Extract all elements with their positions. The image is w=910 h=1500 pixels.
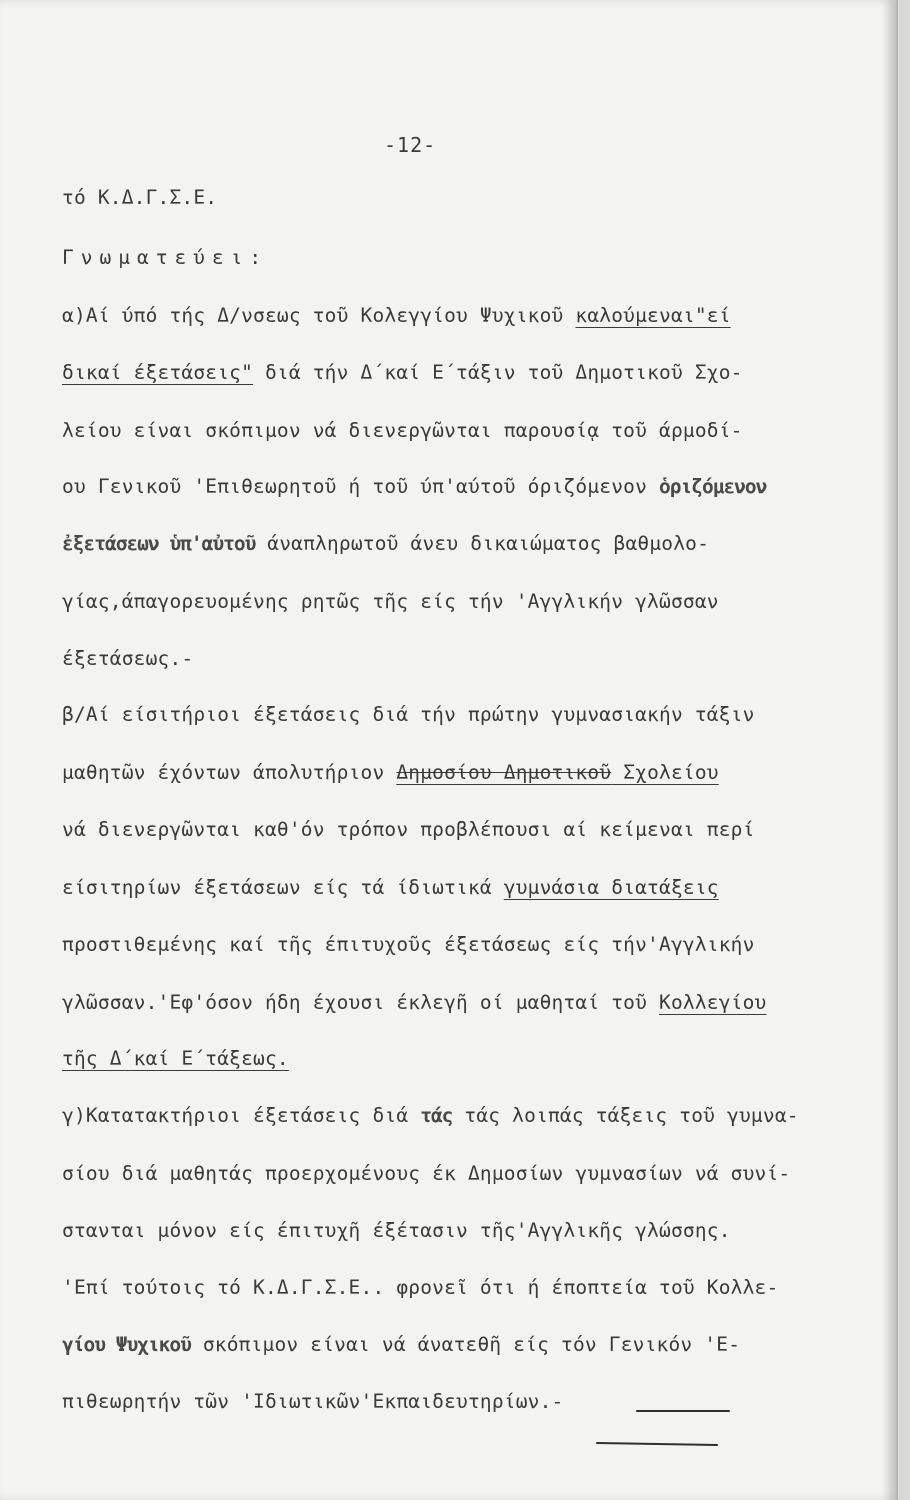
- text-line-7: [62, 532, 709, 555]
- text-line-20: [62, 1276, 778, 1299]
- body-text: γλῶσσαν.'Εφ'όσον ήδη έχουσι έκλεγῆ οί μαθηταί τοῦ: [62, 991, 659, 1014]
- text-line-18: [62, 1162, 790, 1185]
- body-text: 'Επί τούτοις τό Κ.Δ.Γ.Σ.Ε.. φρονεῖ ότι ή έποπτεία τοῦ Κολλε-: [62, 1276, 779, 1299]
- body-text: είσιτηρίων έξετάσεων είς τά ίδιωτικά: [62, 876, 504, 899]
- recipient-text: τό Κ.Δ.Γ.Σ.Ε.: [62, 186, 218, 209]
- underlined-text: γυμνάσια διατάξεις: [503, 876, 719, 899]
- body-text: διά τήν Δ΄καί Ε΄τάξιν τοῦ Δημοτικοῦ Σχο-: [253, 361, 743, 384]
- underlined-text: τῆς Δ΄καί Ε΄τάξεως.: [62, 1047, 289, 1070]
- text-line-22: [62, 1390, 563, 1413]
- text-line-1: [62, 186, 217, 209]
- struck-out-text: ὁριζόμενον: [659, 475, 767, 498]
- body-text: άναπληρωτοῦ άνευ δικαιώματος βαθμολο-: [255, 532, 710, 555]
- body-text: α)Αί ύπό τής Δ/νσεως τοῦ Κολεγγίου Ψυχικοῦ: [62, 304, 576, 327]
- text-line-11: [62, 761, 719, 784]
- text-line-13: [62, 876, 719, 899]
- paper-speck: [520, 1297, 521, 1298]
- page-number: -12-: [384, 133, 437, 157]
- body-text: σίου διά μαθητάς προερχομένους έκ Δημοσίων γυμνασίων νά συνί-: [62, 1162, 791, 1185]
- closing-rule: [636, 1410, 730, 1412]
- page-edge-shadow: [882, 0, 896, 1500]
- body-text: νά διενεργῶνται καθ'όν τρόπον προβλέπουσι αί κείμεναι περί: [62, 818, 755, 841]
- underlined-text: καλούμεναι"εί: [575, 304, 731, 327]
- body-text: μαθητῶν έχόντων άπολυτήριον: [62, 761, 397, 784]
- text-line-2: [62, 246, 268, 269]
- body-text: έξετάσεως.-: [62, 647, 194, 670]
- section-heading: Γνωματεύει:: [62, 246, 269, 269]
- text-line-16: [62, 1047, 289, 1070]
- body-text: τάς λοιπάς τάξεις τοῦ γυμνα-: [452, 1104, 799, 1127]
- text-line-12: [62, 818, 755, 841]
- body-text: β/Αί είσιτήριοι έξετάσεις διά τήν πρώτην γυμνασιακήν τάξιν: [62, 703, 755, 726]
- text-line-15: [62, 991, 766, 1014]
- body-text: λείου είναι σκόπιμον νά διενεργῶνται παρουσίᾳ τοῦ άρμοδί-: [62, 419, 743, 442]
- text-line-9: [62, 647, 193, 670]
- body-text: σκόπιμον είναι νά άνατεθῆ είς τόν Γενικόν 'Ε-: [190, 1333, 741, 1356]
- body-text: προστιθεμένης καί τῆς έπιτυχοῦς έξετάσεως είς τήν'Αγγλικήν: [62, 933, 755, 956]
- body-text: στανται μόνον είς έπιτυχῆ έξέτασιν τῆς'Αγγλικῆς γλώσσης.: [62, 1219, 731, 1242]
- text-line-17: [62, 1104, 799, 1127]
- body-text: γίας,άπαγορευομένης ρητῶς τῆς είς τήν 'Αγγλικήν γλῶσσαν: [62, 590, 719, 613]
- struck-out-text: γίου Ψυχικοῦ: [62, 1333, 191, 1356]
- underlined-text: δικαί έξετάσεις": [62, 361, 254, 384]
- struck-out-text: ἐξετάσεων ὑπ'αὐτοῦ: [62, 532, 256, 555]
- text-line-14: [62, 933, 755, 956]
- underlined-text: Κολλεγίου: [659, 991, 767, 1014]
- closing-rule: [596, 1442, 718, 1446]
- text-line-5: [62, 419, 743, 442]
- text-line-10: [62, 703, 755, 726]
- text-line-3: [62, 304, 731, 327]
- underlined-text: Σχολείου: [611, 761, 719, 784]
- text-line-4: [62, 361, 743, 384]
- body-text: γ)Κατατακτήριοι έξετάσεις διά: [62, 1104, 421, 1127]
- struck-out-text: Δημοσίου Δημοτικοῦ: [396, 761, 612, 784]
- text-line-19: [62, 1219, 731, 1242]
- text-line-6: [62, 475, 766, 498]
- text-line-21: [62, 1333, 740, 1356]
- struck-out-text: τάς: [420, 1104, 453, 1127]
- body-text: ου Γενικοῦ 'Επιθεωρητοῦ ή τοῦ ύπ'αύτοῦ όριζόμενον: [62, 475, 659, 498]
- body-text: πιθεωρητήν τῶν 'Ιδιωτικῶν'Εκπαιδευτηρίων.-: [62, 1390, 564, 1413]
- text-line-8: [62, 590, 719, 613]
